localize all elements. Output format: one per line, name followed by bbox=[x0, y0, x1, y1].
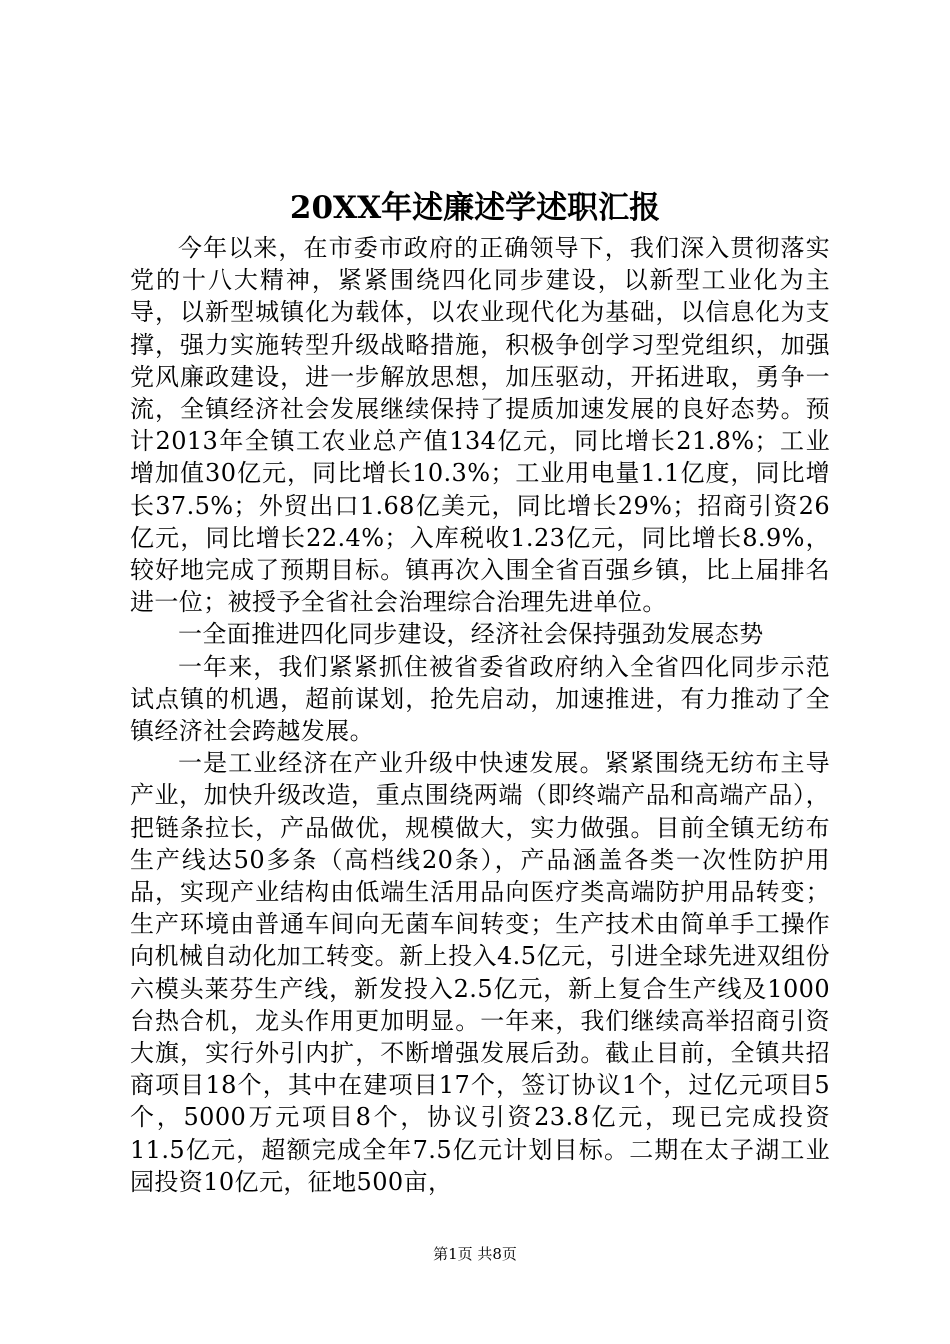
paragraph-intro: 今年以来，在市委市政府的正确领导下，我们深入贯彻落实党的十八大精神，紧紧围绕四化同步建设，以新型工业化为主导，以新型城镇化为载体，以农业现代化为基础，以信息化为支撑，强力实施转型升级战略措施，积极争创学习型党组织，加强党风廉政建设，进一步解放思想，加压驱动，开拓进取，勇争一流，全镇经济社会发展继续保持了提质加速发展的良好态势。预计2013年全镇工农业总产值134亿元，同比增长21.8%；工业增加值30亿元，同比增长10.3%；工业用电量1.1亿度，同比增长37.5%；外贸出口1.68亿美元，同比增长29%；招商引资26亿元，同比增长22.4%；入库税收1.23亿元，同比增长8.9%，较好地完成了预期目标。镇再次入围全省百强乡镇，比上届排名进一位；被授予全省社会治理综合治理先进单位。 bbox=[130, 234, 830, 617]
paragraph-industry: 一是工业经济在产业升级中快速发展。紧紧围绕无纺布主导产业，加快升级改造，重点围绕两端（即终端产品和高端产品），把链条拉长，产品做优，规模做大，实力做强。目前全镇无纺布生产线达50多条（高档线20条），产品涵盖各类一次性防护用品，实现产业结构由低端生活用品向医疗类高端防护用品转变；生产环境由普通车间向无菌车间转变；生产技术由简单手工操作向机械自动化加工转变。新上投入4.5亿元，引进全球先进双组份六模头莱芬生产线，新发投入2.5亿元，新上复合生产线及1000台热合机，龙头作用更加明显。一年来，我们继续高举招商引资大旗，实行外引内扩，不断增强发展后劲。截止目前，全镇共招商项目18个，其中在建项目17个，签订协议1个，过亿元项目5个，5000万元项目8个，协议引资23.8亿元，现已完成投资11.5亿元，超额完成全年7.5亿元计划目标。二期在太子湖工业园投资10亿元，征地500亩， bbox=[130, 749, 830, 1196]
paragraph-overview: 一年来，我们紧紧抓住被省委省政府纳入全省四化同步示范试点镇的机遇，超前谋划，抢先启动，加速推进，有力推动了全镇经济社会跨越发展。 bbox=[130, 652, 830, 746]
section-heading: 一全面推进四化同步建设，经济社会保持强劲发展态势 bbox=[178, 620, 764, 649]
page-number-footer: 第1页 共8页 bbox=[433, 1245, 517, 1263]
document-title: 20XX年述廉述学述职汇报 bbox=[289, 190, 661, 226]
document-body bbox=[130, 232, 830, 1198]
